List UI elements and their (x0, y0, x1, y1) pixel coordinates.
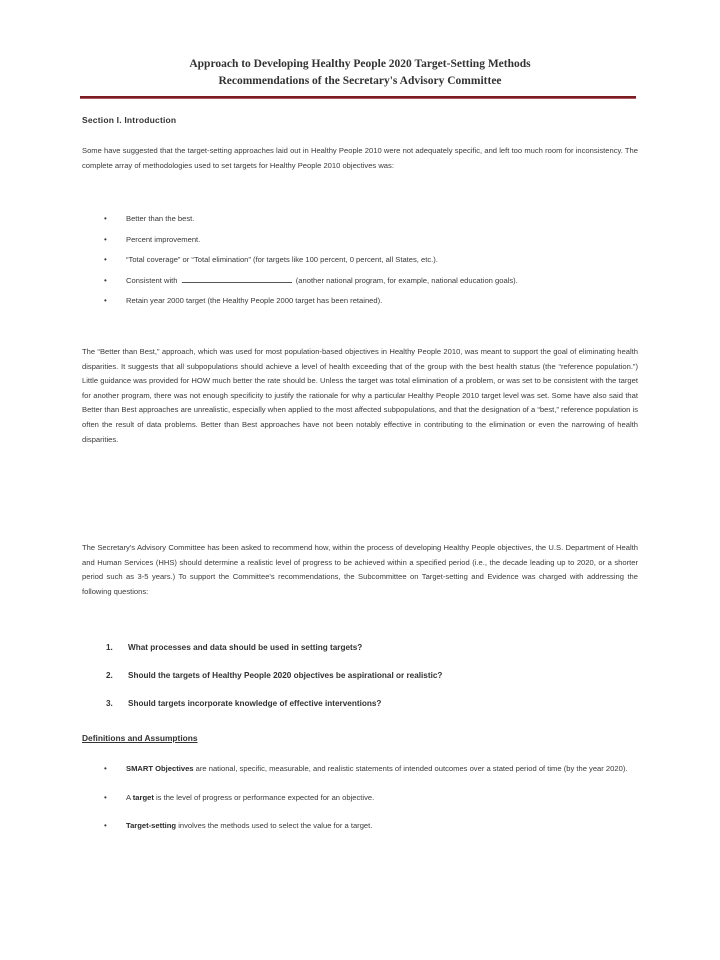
question-number: 1. (106, 643, 113, 652)
bullet-icon: • (104, 296, 107, 306)
definition-prefix: A (126, 792, 133, 802)
question-text: Should targets incorporate knowledge of effective interventions? (128, 699, 382, 708)
method-text: Better than the best. (126, 214, 195, 223)
method-text-after: (another national program, for example, national education goals). (295, 275, 518, 285)
bullet-icon: • (104, 275, 107, 285)
list-item (100, 294, 640, 309)
question-text: Should the targets of Healthy People 2020 objectives be aspirational or realistic? (128, 671, 443, 680)
bullet-icon: • (104, 214, 107, 223)
title-line-1: Approach to Developing Healthy People 2020 Target-Setting Methods (189, 58, 531, 70)
bullet-icon: • (104, 255, 107, 265)
list-item (106, 669, 636, 683)
fill-in-blank (182, 274, 292, 283)
methods-list (100, 212, 640, 309)
bullet-icon: • (104, 764, 107, 773)
definition-text: are national, specific, measurable, and realistic statements of intended outcomes over a stated period of time (by the year 2020). (193, 764, 628, 773)
method-text: “Total coverage” or “Total elimination” (for targets like 100 percent, 0 percent, all States, etc.). (126, 255, 438, 265)
question-number: 2. (106, 671, 113, 680)
question-number: 3. (106, 699, 113, 708)
method-text-before: Consistent with (126, 275, 178, 285)
questions-list (106, 641, 636, 725)
question-text: What processes and data should be used in setting targets? (128, 643, 363, 652)
section-heading: Section I. Introduction (82, 115, 177, 125)
title-line-2: Recommendations of the Secretary's Advisory Committee (218, 75, 502, 87)
intro-paragraph: Some have suggested that the target-setting approaches laid out in Healthy People 2010 were not adequately specific, and left too much room for inconsistency. The complete array of methodologies used to set targets for Healthy People 2010 objectives was: (82, 146, 638, 170)
definitions-heading: Definitions and Assumptions (82, 733, 198, 743)
better-than-best-paragraph: The “Better than Best,” approach, which was used for most population-based objectives in Healthy People 2010, was meant to support the goal of eliminating health disparities. It suggests that all subpopulations should achieve a level of health exceeding that of the group with the best health status (the “reference population.”) Little guidance was provided for HOW much better the rate should be. Unless the target was total elimination of a problem, or was set to be consistent with the target for another program, there was not enough specificity to justify the rationale for why a particular Healthy People 2010 target level was set. Some have also said that Better than Best approaches are unrealistic, especially when applied to the most affected subpopulations, and that the designation of a “best,” reference population is often the result of data problems. Better than Best approaches have not been notably effective in contributing to the elimination or even the narrowing of health disparities. (82, 347, 638, 444)
list-item (100, 762, 640, 777)
method-text: Retain year 2000 target (the Healthy People 2000 target has been retained). (126, 296, 383, 306)
list-item (100, 274, 640, 289)
bullet-icon: • (104, 234, 107, 244)
list-item (100, 212, 640, 227)
list-item (106, 697, 636, 711)
list-item (100, 253, 640, 268)
list-item (100, 233, 640, 248)
definition-term: Target-setting (126, 821, 177, 831)
bullet-icon: • (104, 821, 107, 831)
definitions-list (100, 762, 640, 848)
document-title (60, 56, 660, 90)
title-divider (80, 96, 636, 99)
method-text: Percent improvement. (126, 234, 201, 244)
list-item (100, 819, 640, 834)
definition-term: SMART Objectives (126, 764, 194, 773)
definition-term: target (132, 792, 154, 802)
bullet-icon: • (104, 792, 107, 802)
committee-paragraph: The Secretary's Advisory Committee has been asked to recommend how, within the process of developing Healthy People objectives, the U.S. Department of Health and Human Services (HHS) should determine a realistic level of progress to be achieved within a specified period (i.e., the decade leading up to 2020, or a shorter period such as 3-5 years.) To support the Committee's recommendations, the Subcommittee on Target-setting and Evidence was charged with addressing the following questions: (82, 543, 638, 596)
list-item (100, 791, 640, 806)
definition-text: involves the methods used to select the value for a target. (176, 821, 373, 831)
list-item (106, 641, 636, 655)
definition-text: is the level of progress or performance expected for an objective. (153, 792, 375, 802)
